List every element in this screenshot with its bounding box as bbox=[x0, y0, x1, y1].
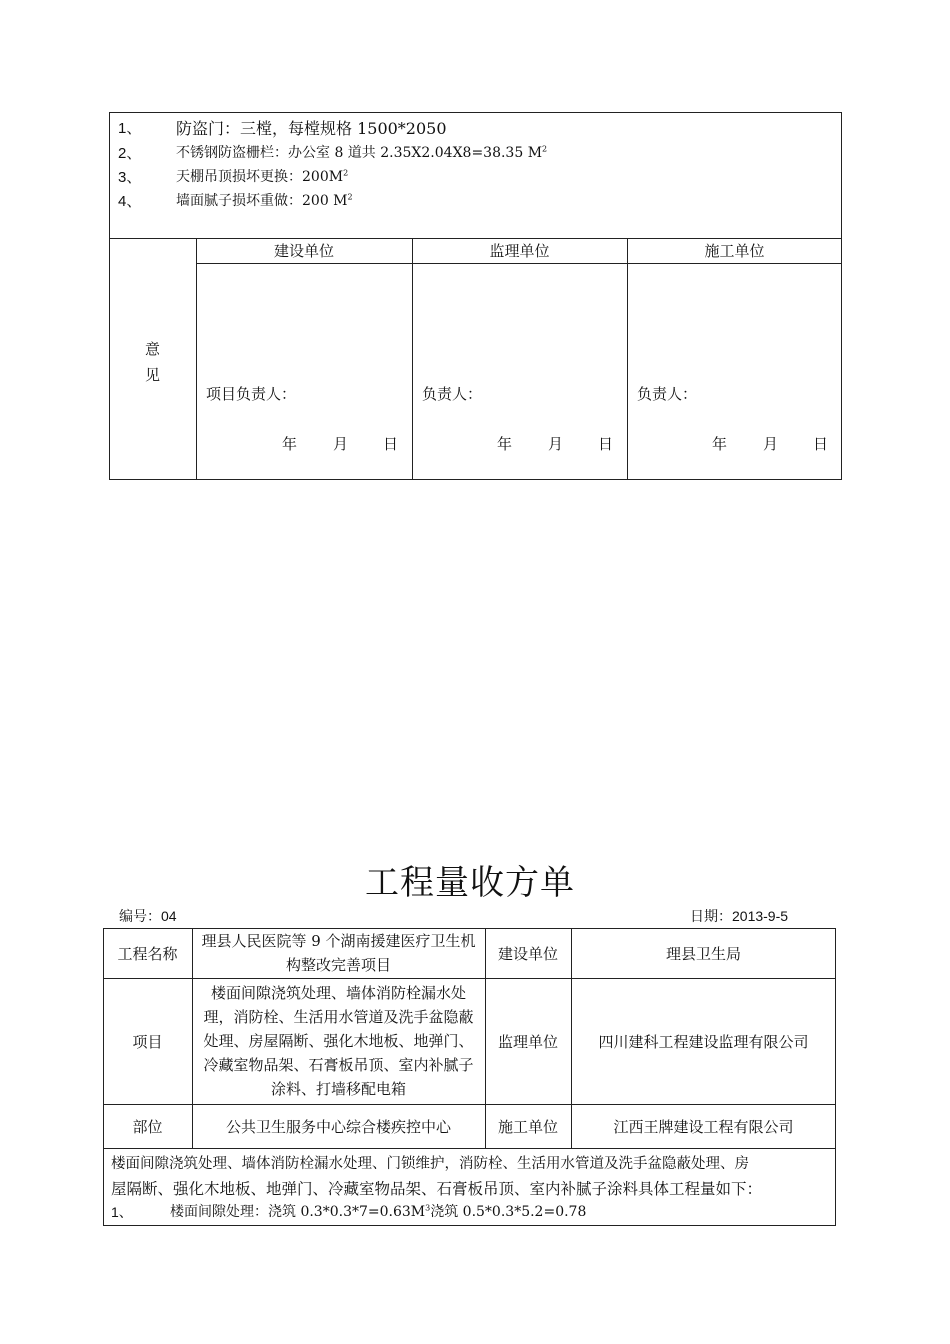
builder-value: 理县卫生局 bbox=[665, 944, 741, 963]
date-month: 月 bbox=[333, 435, 349, 453]
list-item bbox=[176, 166, 348, 186]
part-value: 公共卫生服务中心综合楼疾控中心 bbox=[225, 1117, 451, 1136]
superscript: 3 bbox=[425, 1203, 431, 1213]
superscript: 2 bbox=[347, 192, 353, 202]
project-name-label: 工程名称 bbox=[117, 944, 178, 963]
date-month: 月 bbox=[548, 435, 564, 453]
date-day: 日 bbox=[813, 435, 829, 453]
detail-line bbox=[170, 1201, 586, 1221]
column-header-supervisor: 监理单位 bbox=[489, 242, 550, 260]
supervisor-value: 四川建科工程建设监理有限公司 bbox=[598, 1032, 809, 1051]
builder-label: 建设单位 bbox=[497, 944, 558, 963]
date-year: 年 bbox=[497, 435, 513, 453]
superscript: 2 bbox=[542, 144, 548, 154]
list-item-number: 1、 bbox=[118, 120, 142, 137]
summary-line-1: 楼面间隙浇筑处理、墙体消防栓漏水处理、门锁维护，消防栓、生活用水管道及洗手盆隐蔽处理、房 bbox=[111, 1156, 749, 1172]
list-item bbox=[176, 142, 547, 162]
page1-col-divider-1 bbox=[196, 238, 197, 480]
list-item-number: 2、 bbox=[118, 145, 142, 162]
page1-header-divider bbox=[196, 263, 842, 264]
page1-col-divider-2 bbox=[412, 238, 413, 480]
summary-line-2: 屋隔断、强化木地板、地弹门、冷藏室物品架、石膏板吊顶、室内补腻子涂料具体工程量如下： bbox=[111, 1180, 763, 1198]
detail-number: 1、 bbox=[111, 1204, 133, 1220]
table-row-divider bbox=[103, 1148, 836, 1149]
column-header-builder: 建设单位 bbox=[273, 242, 334, 260]
date-day: 日 bbox=[598, 435, 614, 453]
opinion-label-2: 见 bbox=[145, 366, 161, 384]
item-value: 楼面间隙浇筑处理、墙体消防栓漏水处理，消防栓、生活用水管道及洗手盆隐蔽处理、房屋隔断、强化木地板、地弹门、冷藏室物品架、石膏板吊顶、室内补腻子涂料、打墙移配电箱 bbox=[203, 984, 474, 1098]
contractor-value: 江西王牌建设工程有限公司 bbox=[613, 1117, 794, 1136]
date-day: 日 bbox=[383, 435, 399, 453]
signer-contractor: 负责人： bbox=[637, 385, 698, 403]
date-year: 年 bbox=[282, 435, 298, 453]
document-date: 日期：2013-9-5 bbox=[690, 908, 789, 924]
list-item-text: 防盗门：三樘，每樘规格 1500*2050 bbox=[176, 119, 447, 138]
date-year: 年 bbox=[712, 435, 728, 453]
part-label: 部位 bbox=[132, 1117, 163, 1136]
superscript: 2 bbox=[343, 168, 349, 178]
project-name-value: 理县人民医院等 9 个湖南援建医疗卫生机构整改完善项目 bbox=[201, 932, 476, 974]
signer-supervisor: 负责人： bbox=[422, 385, 483, 403]
detail-text: 楼面间隙处理：浇筑 0.3*0.3*7=0.63M bbox=[170, 1204, 426, 1220]
detail-tail: 浇筑 0.5*0.3*5.2=0.78 bbox=[430, 1204, 587, 1220]
signer-builder: 项目负责人： bbox=[206, 385, 297, 403]
item-label: 项目 bbox=[132, 1032, 163, 1051]
column-header-contractor: 施工单位 bbox=[704, 242, 765, 260]
contractor-label: 施工单位 bbox=[497, 1117, 558, 1136]
list-item-text: 不锈钢防盗栅栏：办公室 8 道共 2.35X2.04X8=38.35 M bbox=[176, 145, 543, 161]
supervisor-label: 监理单位 bbox=[497, 1032, 558, 1051]
list-item bbox=[176, 116, 447, 139]
list-item-number: 4、 bbox=[118, 193, 142, 210]
opinion-label-1: 意 bbox=[145, 340, 161, 358]
list-item bbox=[176, 190, 353, 210]
page1-col-divider-3 bbox=[627, 238, 628, 480]
document-number: 编号：04 bbox=[119, 908, 177, 924]
date-month: 月 bbox=[763, 435, 779, 453]
page-title: 工程量收方单 bbox=[365, 863, 575, 903]
list-item-number: 3、 bbox=[118, 169, 142, 186]
list-item-text: 墙面腻子损坏重做：200 M bbox=[176, 193, 348, 209]
list-item-text: 天棚吊顶损坏更换：200M bbox=[176, 169, 344, 185]
